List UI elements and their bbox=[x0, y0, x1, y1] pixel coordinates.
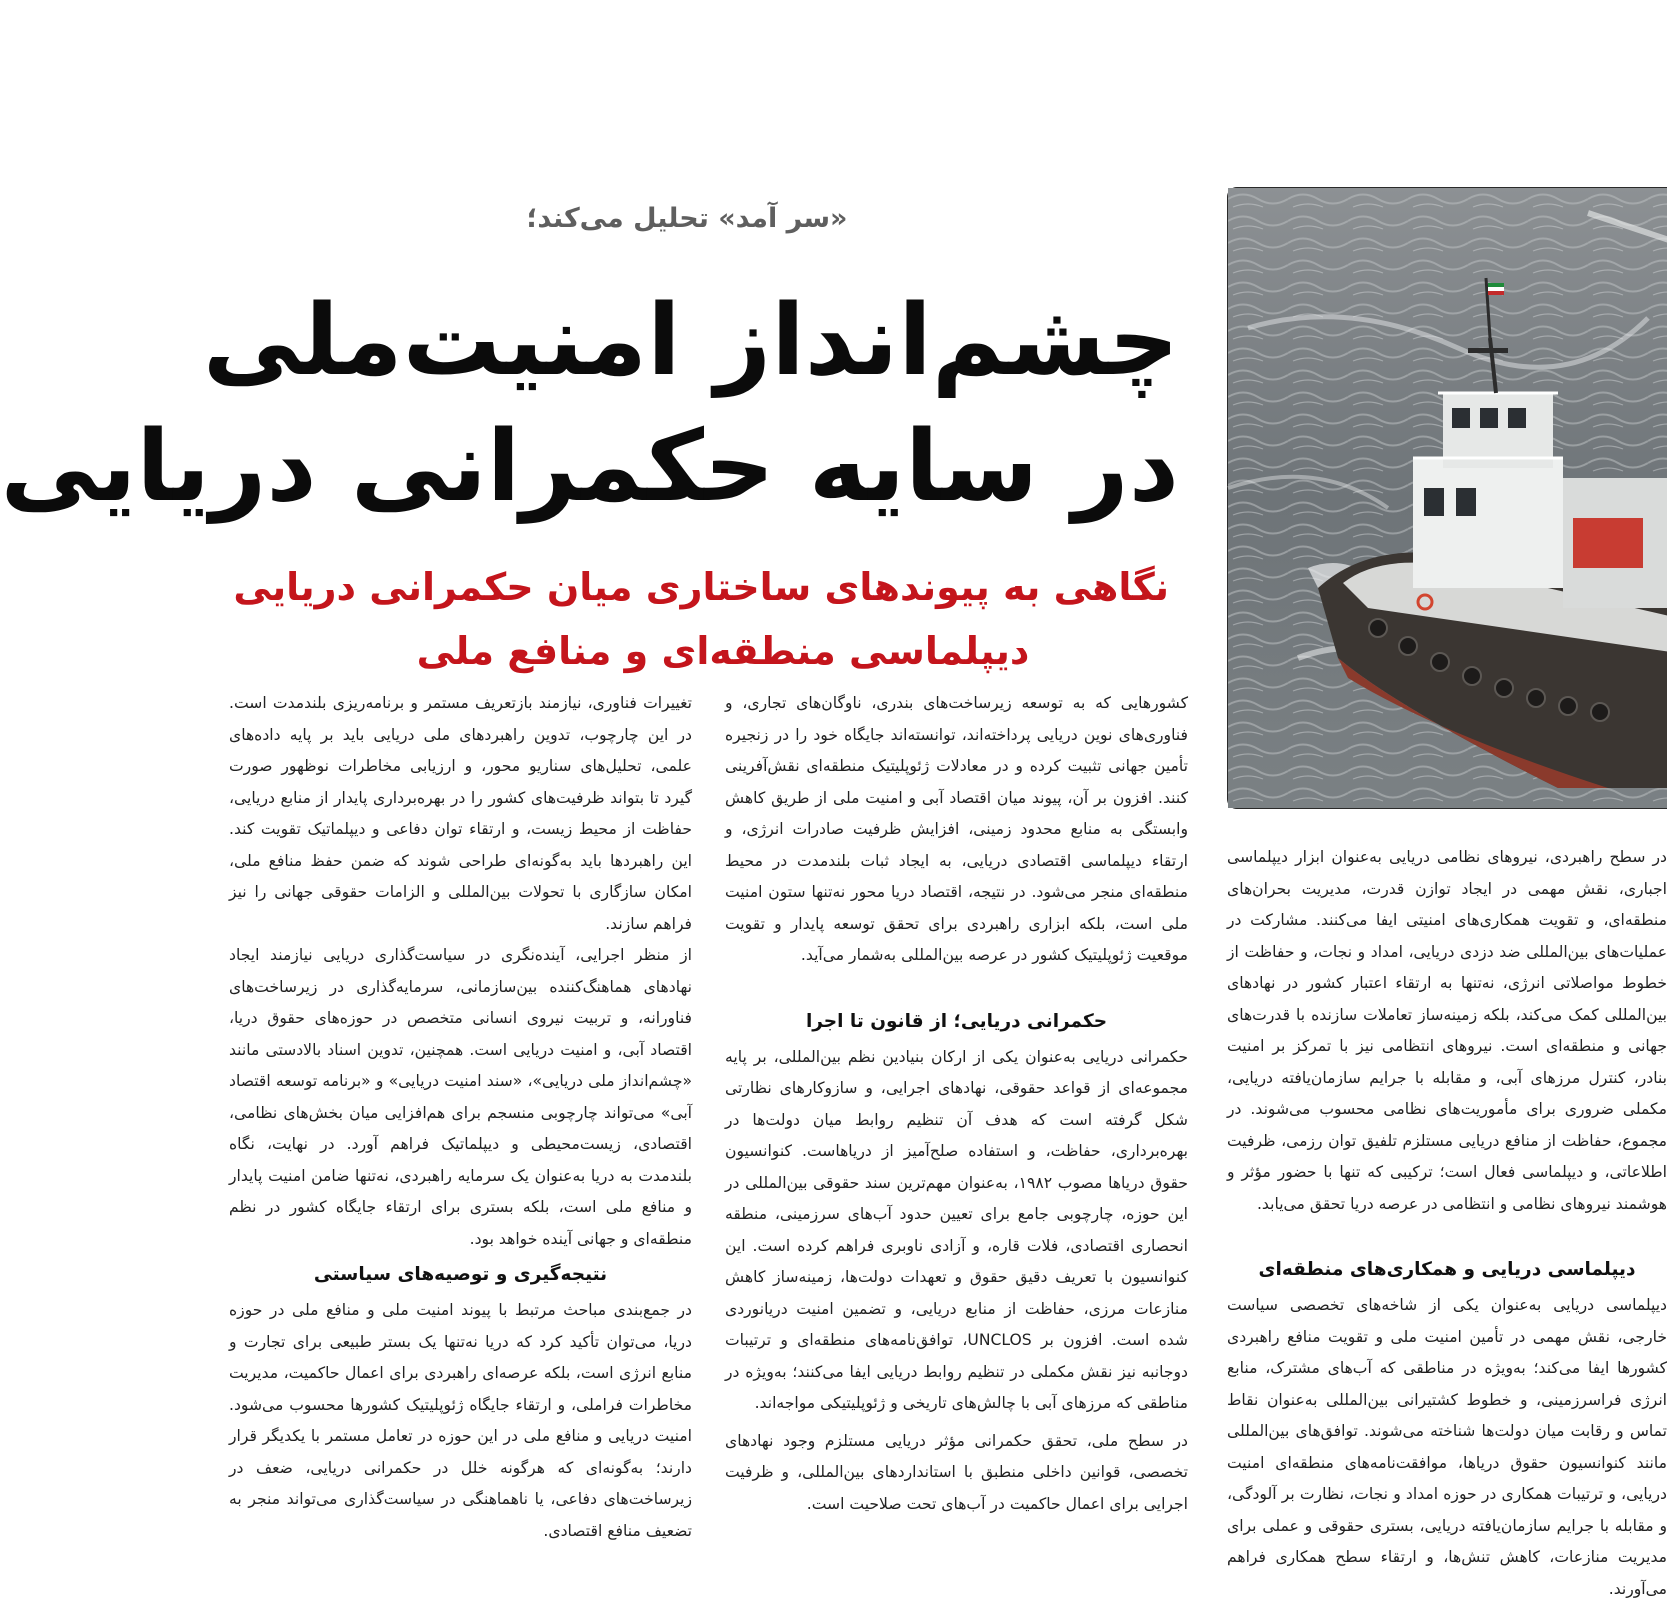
headline-line-2: در سایه حکمرانی دریایی bbox=[0, 410, 1179, 524]
section-heading: دیپلماسی دریایی و همکاری‌های منطقه‌ای bbox=[1258, 1259, 1636, 1280]
article-column-middle bbox=[725, 688, 1188, 1582]
article-column-right bbox=[1227, 842, 1667, 1598]
column-paragraph: حکمرانی دریایی به‌عنوان یکی از ارکان بنیادین نظم بین‌المللی، بر پایه مجموعه‌ای از قواعد حقوقی، نهادهای اجرایی، و سازوکارهای نظارتی شکل گرفته است که هدف آن تنظیم روابط میان دولت‌ها در بهره‌برداری، حفاظت، و استفاده صلح‌آمیز از دریاهاست. کنوانسیون حقوق دریاها مصوب ۱۹۸۲، به‌عنوان مهم‌ترین سند حقوقی بین‌المللی در این حوزه، چارچوبی جامع برای تعیین حدود آب‌های سرزمینی، منطقه انحصاری اقتصادی، فلات قاره، و آزادی ناوبری فراهم کرده است. این کنوانسیون با تعریف دقیق حقوق و تعهدات دولت‌ها، زمینه‌ساز کاهش منازعات مرزی، حفاظت از منابع دریایی، و تضمین امنیت دریانوردی شده است. افزون بر UNCLOS، توافق‌نامه‌های منطقه‌ای و ترتیبات دوجانبه نیز نقش مکملی در تنظیم روابط دریایی ایفا می‌کنند؛ به‌ویژه در مناطقی که مرزهای آبی با چالش‌های تاریخی و ژئوپلیتیکی مواجه‌اند. bbox=[725, 1047, 1188, 1412]
subhead-line-1: نگاهی به پیوندهای ساختاری میان حکمرانی دریایی bbox=[233, 565, 1169, 609]
article-headline bbox=[0, 278, 1179, 530]
column-paragraph: در سطح راهبردی، نیروهای نظامی دریایی به‌عنوان ابزار دیپلماسی اجباری، نقش مهمی در ایجاد توازن قدرت، مدیریت بحران‌های منطقه‌ای، و تقویت همکاری‌های امنیتی ایفا می‌کنند. مشارکت در عملیات‌های بین‌المللی ضد دزدی دریایی، امداد و نجات، و حفاظت از خطوط مواصلاتی انرژی، نه‌تنها به ارتقاء اعتبار کشور در نهادهای بین‌المللی کمک می‌کند، بلکه زمینه‌ساز تعاملات سازنده با قدرت‌های جهانی و منطقه‌ای است. نیروهای انتظامی نیز با تمرکز بر امنیت بنادر، کنترل مرزهای آبی، و مقابله با جرایم سازمان‌یافته دریایی، مکملی ضروری برای مأموریت‌های نظامی محسوب می‌شوند. در مجموع، حفاظت از منافع دریایی مستلزم تلفیق توان رزمی، ظرفیت اطلاعاتی، و دیپلماسی فعال است؛ ترکیبی که تنها با حضور مؤثر و هوشمند نیروهای نظامی و انتظامی در عرصه دریا تحقق می‌یابد. bbox=[1227, 848, 1667, 1213]
section-heading: نتیجه‌گیری و توصیه‌های سیاستی bbox=[313, 1264, 608, 1285]
column-paragraph: در جمع‌بندی مباحث مرتبط با پیوند امنیت ملی و منافع ملی در حوزه دریا، می‌توان تأکید کرد که دریا نه‌تنها یک بستر طبیعی برای تجارت و منابع انرژی است، بلکه عرصه‌ای راهبردی برای اعمال حاکمیت، مدیریت مخاطرات فراملی، و ارتقاء جایگاه ژئوپلیتیک کشورها محسوب می‌شود. امنیت دریایی و منافع ملی در این حوزه در تعامل مستمر با یکدیگر قرار دارند؛ به‌گونه‌ای که هرگونه خلل در حکمرانی دریایی، ضعف در زیرساخت‌های دفاعی، یا ناهماهنگی در سیاست‌گذاری می‌تواند منجر به تضعیف منافع اقتصادی. bbox=[229, 1301, 692, 1540]
column-paragraph: در سطح ملی، تحقق حکمرانی مؤثر دریایی مستلزم وجود نهادهای تخصصی، قوانین داخلی منطبق با استانداردهای بین‌المللی، و ظرفیت اجرایی برای اعمال حاکمیت در آب‌های تحت صلاحیت است. bbox=[725, 1431, 1188, 1513]
article-column-left bbox=[229, 688, 692, 1582]
section-heading: حکمرانی دریایی؛ از قانون تا اجرا bbox=[805, 1010, 1108, 1032]
tugboat-photo bbox=[1227, 187, 1667, 809]
article-subheadline bbox=[233, 555, 1169, 683]
subhead-line-2: دیپلماسی منطقه‌ای و منافع ملی bbox=[416, 629, 1030, 673]
column-paragraph: تغییرات فناوری، نیازمند بازتعریف مستمر و برنامه‌ریزی بلندمدت است. در این چارچوب، تدوین راهبردهای ملی دریایی باید بر پایه داده‌های علمی، تحلیل‌های سناریو محور، و ارزیابی مخاطرات نوظهور صورت گیرد تا بتواند ظرفیت‌های کشور را در بهره‌برداری پایدار از منابع دریایی، حفاظت از محیط زیست، و ارتقاء توان دفاعی و دیپلماتیک تقویت کند. این راهبردها باید به‌گونه‌ای طراحی شوند که ضمن حفظ منافع ملی، امکان سازگاری با تحولات بین‌المللی و الزامات حقوقی جهانی را نیز فراهم سازند. bbox=[229, 694, 692, 933]
tugboat-image-icon bbox=[1228, 188, 1667, 808]
headline-line-1: چشم‌انداز امنیت‌ملی bbox=[202, 284, 1179, 398]
column-paragraph: دیپلماسی دریایی به‌عنوان یکی از شاخه‌های تخصصی سیاست خارجی، نقش مهمی در تأمین امنیت ملی و تقویت منافع راهبردی کشورها ایفا می‌کند؛ به‌ویژه در مناطقی که آب‌های مشترک، منابع انرژی فراسرزمینی، و خطوط کشتیرانی بین‌المللی به‌عنوان نقاط تماس و رقابت میان دولت‌ها شناخته می‌شوند. توافق‌های بین‌المللی مانند کنوانسیون حقوق دریاها، موافقت‌نامه‌های منطقه‌ای امنیت دریایی، و ترتیبات همکاری در حوزه امداد و نجات، نظارت بر آلودگی، و مقابله با جرایم سازمان‌یافته دریایی، بستری حقوقی و عملی برای مدیریت منازعات، کاهش تنش‌ها، و ارتقاء سطح همکاری فراهم می‌آورند. bbox=[1227, 1296, 1667, 1598]
column-paragraph: از منظر اجرایی، آینده‌نگری در سیاست‌گذاری دریایی نیازمند ایجاد نهادهای هماهنگ‌کننده بین‌سازمانی، سرمایه‌گذاری در زیرساخت‌های فناورانه، و تربیت نیروی انسانی متخصص در حوزه‌های حقوق دریا، اقتصاد آبی، و امنیت دریایی است. همچنین، تدوین اسناد بالادستی مانند «چشم‌انداز ملی دریایی»، «سند امنیت دریایی» و «برنامه توسعه اقتصاد آبی» می‌تواند چارچوبی منسجم برای هم‌افزایی میان بخش‌های نظامی، اقتصادی، زیست‌محیطی و دیپلماتیک فراهم آورد. در نهایت، نگاه بلندمدت به دریا به‌عنوان یک سرمایه راهبردی، نه‌تنها ضامن امنیت پایدار و منافع ملی است، بلکه بستری برای ارتقاء جایگاه کشور در نظم منطقه‌ای و جهانی آینده خواهد بود. bbox=[229, 946, 692, 1248]
article-kicker: «سر آمد» تحلیل می‌کند؛ bbox=[526, 203, 848, 234]
column-paragraph: کشورهایی که به توسعه زیرساخت‌های بندری، ناوگان‌های تجاری، و فناوری‌های نوین دریایی پرداخته‌اند، توانسته‌اند جایگاه خود را در زنجیره تأمین جهانی تثبیت کرده و در معادلات ژئوپلیتیک منطقه‌ای نقش‌آفرینی کنند. افزون بر آن، پیوند میان اقتصاد آبی و امنیت ملی از طریق کاهش وابستگی به منابع محدود زمینی، افزایش ظرفیت صادرات انرژی، و ارتقاء دیپلماسی اقتصادی دریایی، به ایجاد ثبات بلندمدت در محیط منطقه‌ای منجر می‌شود. در نتیجه، اقتصاد دریا محور نه‌تنها ستون امنیت ملی است، بلکه ابزاری راهبردی برای تحقق توسعه پایدار و تقویت موقعیت ژئوپلیتیک کشور در عرصه بین‌المللی به‌شمار می‌آید. bbox=[725, 694, 1188, 964]
